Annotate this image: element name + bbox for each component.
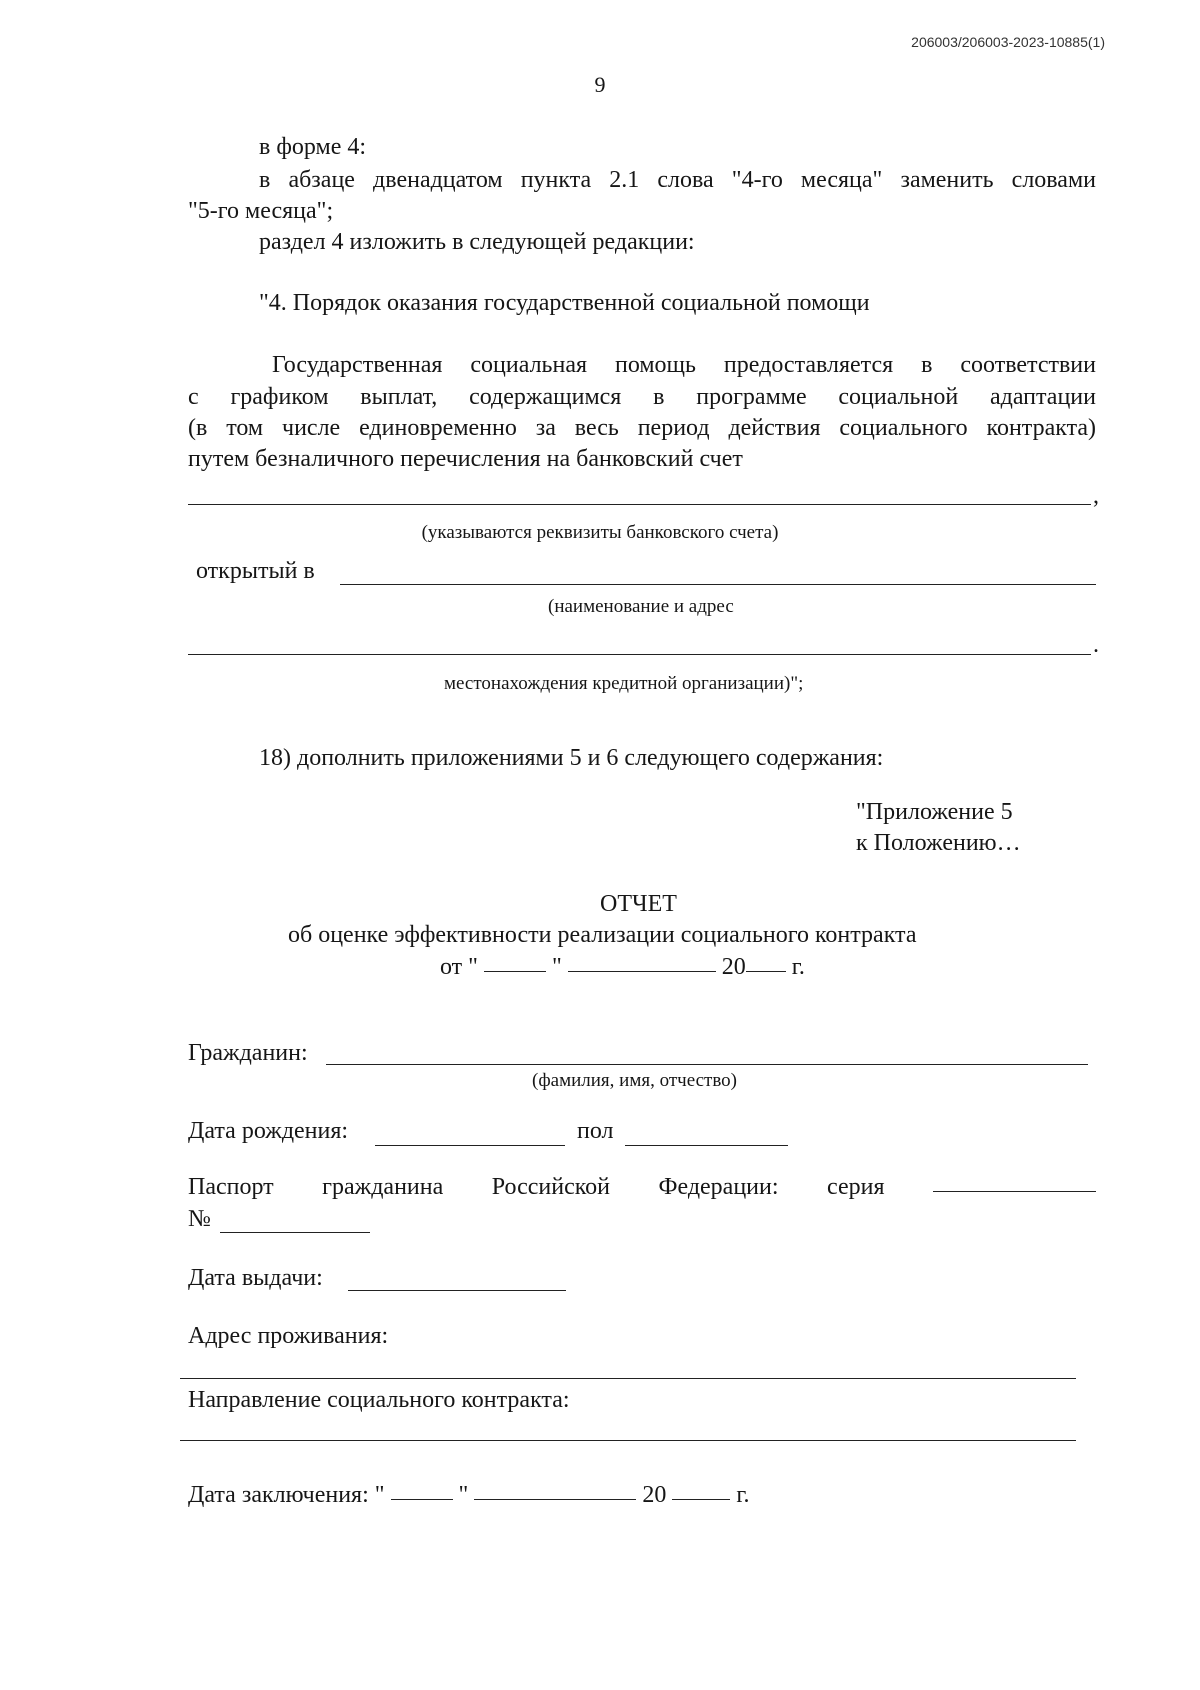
report-month-blank[interactable] [568, 970, 716, 972]
bank-name-line [340, 584, 1096, 585]
issue-date-label: Дата выдачи: [188, 1265, 323, 1291]
conclusion-date-year: 20 [642, 1482, 667, 1508]
bank-details-caption: (указываются реквизиты банковского счета) [421, 522, 779, 543]
conclusion-year-field[interactable] [672, 1498, 730, 1500]
citizen-label: Гражданин: [188, 1040, 308, 1066]
line-period: . [1093, 632, 1099, 658]
amendment-form4: в форме 4: [259, 134, 367, 160]
section-paragraph-line: с графиком выплат, содержащимся в программе социальной адаптации [188, 384, 1096, 410]
conclusion-date-suffix: г. [736, 1482, 750, 1508]
report-date [440, 954, 805, 981]
amendment-section-line: раздел 4 изложить в следующей редакции: [259, 229, 695, 255]
conclusion-month-field[interactable] [474, 1498, 636, 1500]
citizen-caption: (фамилия, имя, отчество) [532, 1070, 738, 1091]
birth-date-label: Дата рождения: [188, 1118, 349, 1144]
passport-number-field[interactable] [220, 1232, 370, 1233]
bank-details-line [188, 504, 1091, 505]
section-paragraph-line: (в том числе единовременно за весь период действия социального контракта) [188, 415, 1096, 441]
passport-row [188, 1174, 1096, 1201]
report-date-suffix: г. [791, 954, 805, 980]
issue-date-field[interactable] [348, 1290, 566, 1291]
amendment-paragraph-line: "5-го месяца"; [188, 198, 334, 224]
passport-word: Российской [491, 1174, 611, 1200]
section-heading: "4. Порядок оказания государственной социальной помощи [259, 290, 870, 316]
birth-date-field[interactable] [375, 1145, 565, 1146]
report-subtitle: об оценке эффективности реализации социального контракта [288, 922, 917, 948]
conclusion-date-label: Дата заключения: " [188, 1482, 385, 1508]
bank-name-caption: (наименование и адрес [548, 596, 734, 617]
passport-series-field[interactable] [933, 1190, 1096, 1192]
citizen-name-field[interactable] [326, 1064, 1088, 1065]
document-id: 206003/206003-2023-10885(1) [911, 34, 1105, 50]
section-paragraph-line: Государственная социальная помощь предоставляется в соответствии [272, 352, 1096, 378]
report-title: ОТЧЕТ [600, 891, 677, 917]
conclusion-day-field[interactable] [391, 1498, 453, 1500]
opened-in-label: открытый в [196, 558, 315, 584]
item-18: 18) дополнить приложениями 5 и 6 следующего содержания: [259, 745, 884, 771]
report-date-prefix: от " [440, 954, 478, 980]
appendix-reference: к Положению… [856, 830, 1021, 856]
report-date-year: 20 [721, 954, 746, 980]
contract-direction-field[interactable] [180, 1440, 1076, 1441]
conclusion-date-quote: " [458, 1482, 469, 1508]
report-day-blank[interactable] [484, 970, 546, 972]
conclusion-date [188, 1482, 749, 1509]
bank-address-line [188, 654, 1091, 655]
passport-word: Федерации: [658, 1174, 779, 1200]
line-comma: , [1093, 483, 1099, 509]
report-year-blank[interactable] [746, 970, 786, 972]
appendix-label: "Приложение 5 [856, 799, 1013, 825]
sex-label: пол [577, 1118, 614, 1144]
sex-field[interactable] [625, 1145, 788, 1146]
amendment-paragraph-line: в абзаце двенадцатом пункта 2.1 слова "4-го месяца" заменить словами [259, 167, 1096, 193]
address-label: Адрес проживания: [188, 1323, 389, 1349]
passport-number-label: № [188, 1206, 211, 1232]
section-paragraph-line: путем безналичного перечисления на банковский счет [188, 446, 743, 472]
address-field[interactable] [180, 1378, 1076, 1379]
contract-direction-label: Направление социального контракта: [188, 1387, 570, 1413]
bank-address-caption: местонахождения кредитной организации)"; [444, 673, 804, 694]
report-date-quote: " [551, 954, 562, 980]
page-number: 9 [594, 72, 606, 97]
passport-word: гражданина [322, 1174, 444, 1200]
passport-word: Паспорт [188, 1174, 274, 1200]
passport-word: серия [827, 1174, 885, 1200]
